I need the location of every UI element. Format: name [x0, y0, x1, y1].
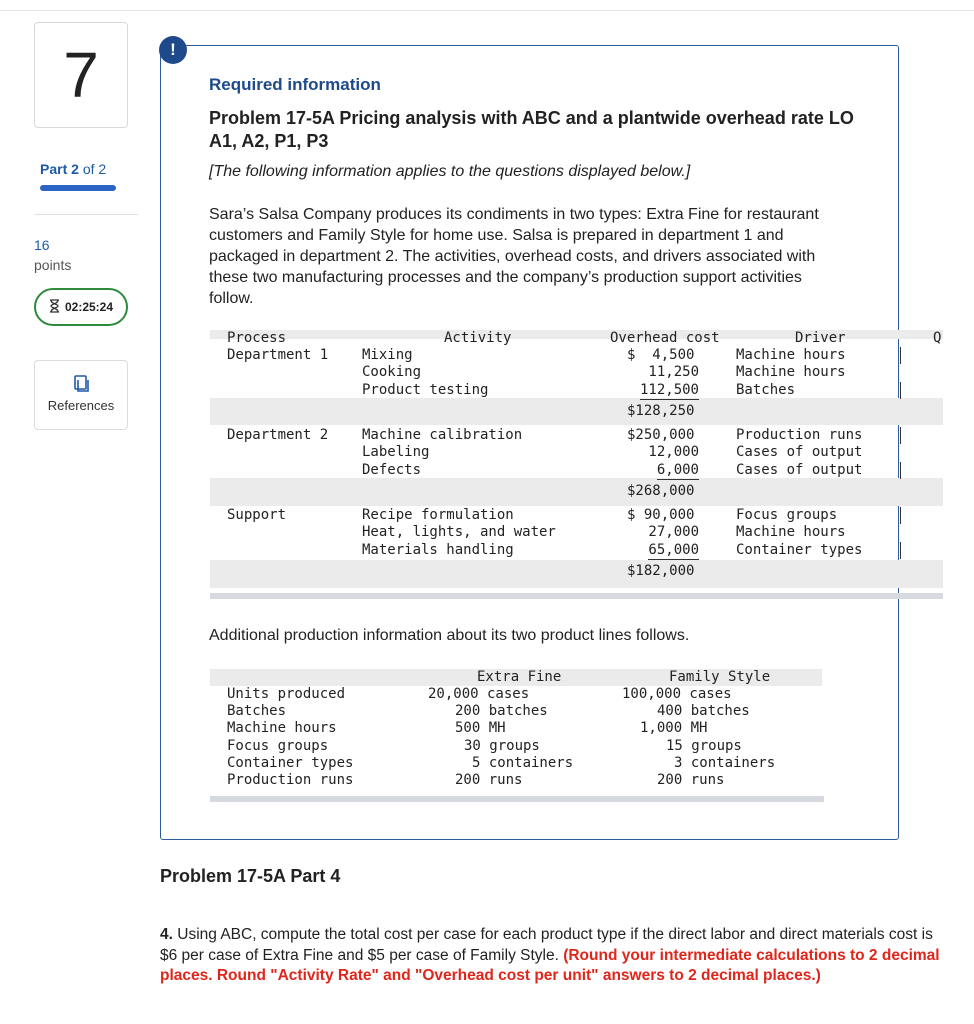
header-extra: Q [933, 330, 942, 346]
cell-border [900, 507, 901, 524]
intro-note: [The following information applies to the questions displayed below.] [209, 163, 691, 180]
activity-name: Labeling [362, 444, 430, 460]
activity-name: Machine calibration [362, 427, 523, 443]
activity-driver: Focus groups [736, 507, 838, 523]
activity-cost: 6,000 [656, 462, 699, 478]
activity-cost: $ 4,500 [627, 347, 695, 363]
alert-icon: ! [159, 36, 187, 64]
question-body: Using ABC, compute the total cost per case for each product type if the direct labor and direct materials cost is $6 per case of Extra Fine and $5 per case of Family Style. [160, 926, 933, 964]
activity-cost: 27,000 [648, 524, 699, 540]
department-total: $128,250 [627, 403, 695, 419]
header-overhead-cost: Overhead cost [610, 330, 720, 346]
extra-fine-value: 200 runs [455, 772, 523, 788]
department-total: $268,000 [627, 483, 695, 499]
header-process: Process [227, 330, 287, 346]
row-label: Focus groups [227, 738, 329, 754]
activity-driver: Cases of output [736, 444, 863, 460]
activity-name: Heat, lights, and water [362, 524, 556, 540]
activity-name: Recipe formulation [362, 507, 514, 523]
top-divider [0, 10, 974, 11]
family-style-value: 200 runs [657, 772, 725, 788]
extra-fine-value: 5 containers [472, 755, 574, 771]
activity-driver: Production runs [736, 427, 863, 443]
process-label: Department 1 [227, 347, 329, 363]
problem-title: Problem 17-5A Pricing analysis with ABC and a plantwide overhead rate LO A1, A2, P1, P3 [209, 108, 854, 151]
row-label: Container types [227, 755, 354, 771]
sidebar-divider [34, 214, 138, 215]
table-bottom-rule [210, 796, 824, 802]
question-number: 4. [160, 926, 173, 943]
family-style-value: 3 containers [674, 755, 776, 771]
points-value: 16 [34, 237, 50, 253]
part-current: 2 [71, 161, 79, 177]
table-band [210, 478, 943, 506]
activity-name: Mixing [362, 347, 413, 363]
cell-border [900, 427, 901, 444]
header-driver: Driver [795, 330, 846, 346]
row-label: Units produced [227, 686, 346, 702]
process-label: Department 2 [227, 427, 329, 443]
activity-name: Product testing [362, 382, 489, 398]
table-band [210, 560, 943, 588]
header-activity: Activity [444, 330, 512, 346]
row-label: Batches [227, 703, 287, 719]
activity-name: Cooking [362, 364, 422, 380]
family-style-value: 1,000 MH [640, 720, 708, 736]
process-label: Support [227, 507, 287, 523]
activity-driver: Batches [736, 382, 796, 398]
timer[interactable] [34, 288, 128, 326]
points-display [34, 235, 71, 275]
extra-fine-value: 200 batches [455, 703, 548, 719]
family-style-value: 400 batches [657, 703, 750, 719]
references-icon [35, 374, 127, 394]
part-indicator [40, 161, 106, 177]
activity-name: Materials handling [362, 542, 514, 558]
points-label: points [34, 257, 72, 273]
activity-cost: 65,000 [648, 542, 699, 558]
hourglass-icon [49, 299, 60, 316]
extra-fine-value: 500 MH [455, 720, 506, 736]
timer-value: 02:25:24 [64, 300, 114, 314]
question-text [160, 925, 940, 987]
question-number: 7 [34, 22, 128, 128]
part-title: Problem 17-5A Part 4 [160, 866, 341, 886]
activity-cost: $ 90,000 [627, 507, 695, 523]
rounding-instruction: (Round your intermediate calculations to 2 decimal places. Round "Activity Rate" and "Overhead cost per unit" answers to 2 decimal places.) [160, 946, 940, 984]
header-family-style: Family Style [669, 669, 771, 685]
activity-driver: Container types [736, 542, 863, 558]
activity-driver: Machine hours [736, 347, 846, 363]
references-label: References [47, 398, 115, 413]
additional-info-text: Additional production information about its two product lines follows. [209, 627, 690, 644]
cell-border [900, 382, 901, 399]
required-info-heading: Required information [209, 75, 381, 94]
department-total: $182,000 [627, 563, 695, 579]
activity-cost: $250,000 [627, 427, 695, 443]
references-button[interactable] [34, 360, 128, 430]
header-extra-fine: Extra Fine [477, 669, 562, 685]
table-band [210, 398, 943, 425]
family-style-value: 15 groups [666, 738, 742, 754]
problem-description: Sara’s Salsa Company produces its condiments in two types: Extra Fine for restaurant customers and Family Style for home use. Salsa is prepared in department 1 and packaged in department 2. The activities, overhead costs, and drivers associated with these two manufacturing processes and the company’s production support activities follow. [209, 206, 819, 307]
part-word: Part [40, 161, 68, 177]
activity-cost: 12,000 [648, 444, 699, 460]
activity-driver: Cases of output [736, 462, 863, 478]
activity-cost: 11,250 [648, 364, 699, 380]
part-progress-bar [40, 185, 116, 191]
activity-driver: Machine hours [736, 364, 846, 380]
cell-border [900, 347, 901, 364]
activity-driver: Machine hours [736, 524, 846, 540]
activity-name: Defects [362, 462, 422, 478]
cell-border [900, 462, 901, 479]
cell-border [900, 542, 901, 559]
family-style-value: 100,000 cases [622, 686, 732, 702]
extra-fine-value: 30 groups [464, 738, 540, 754]
row-label: Machine hours [227, 720, 337, 736]
part-of: of 2 [82, 161, 107, 177]
activity-cost: 112,500 [639, 382, 699, 398]
table-bottom-rule [210, 593, 943, 599]
extra-fine-value: 20,000 cases [428, 686, 530, 702]
row-label: Production runs [227, 772, 354, 788]
